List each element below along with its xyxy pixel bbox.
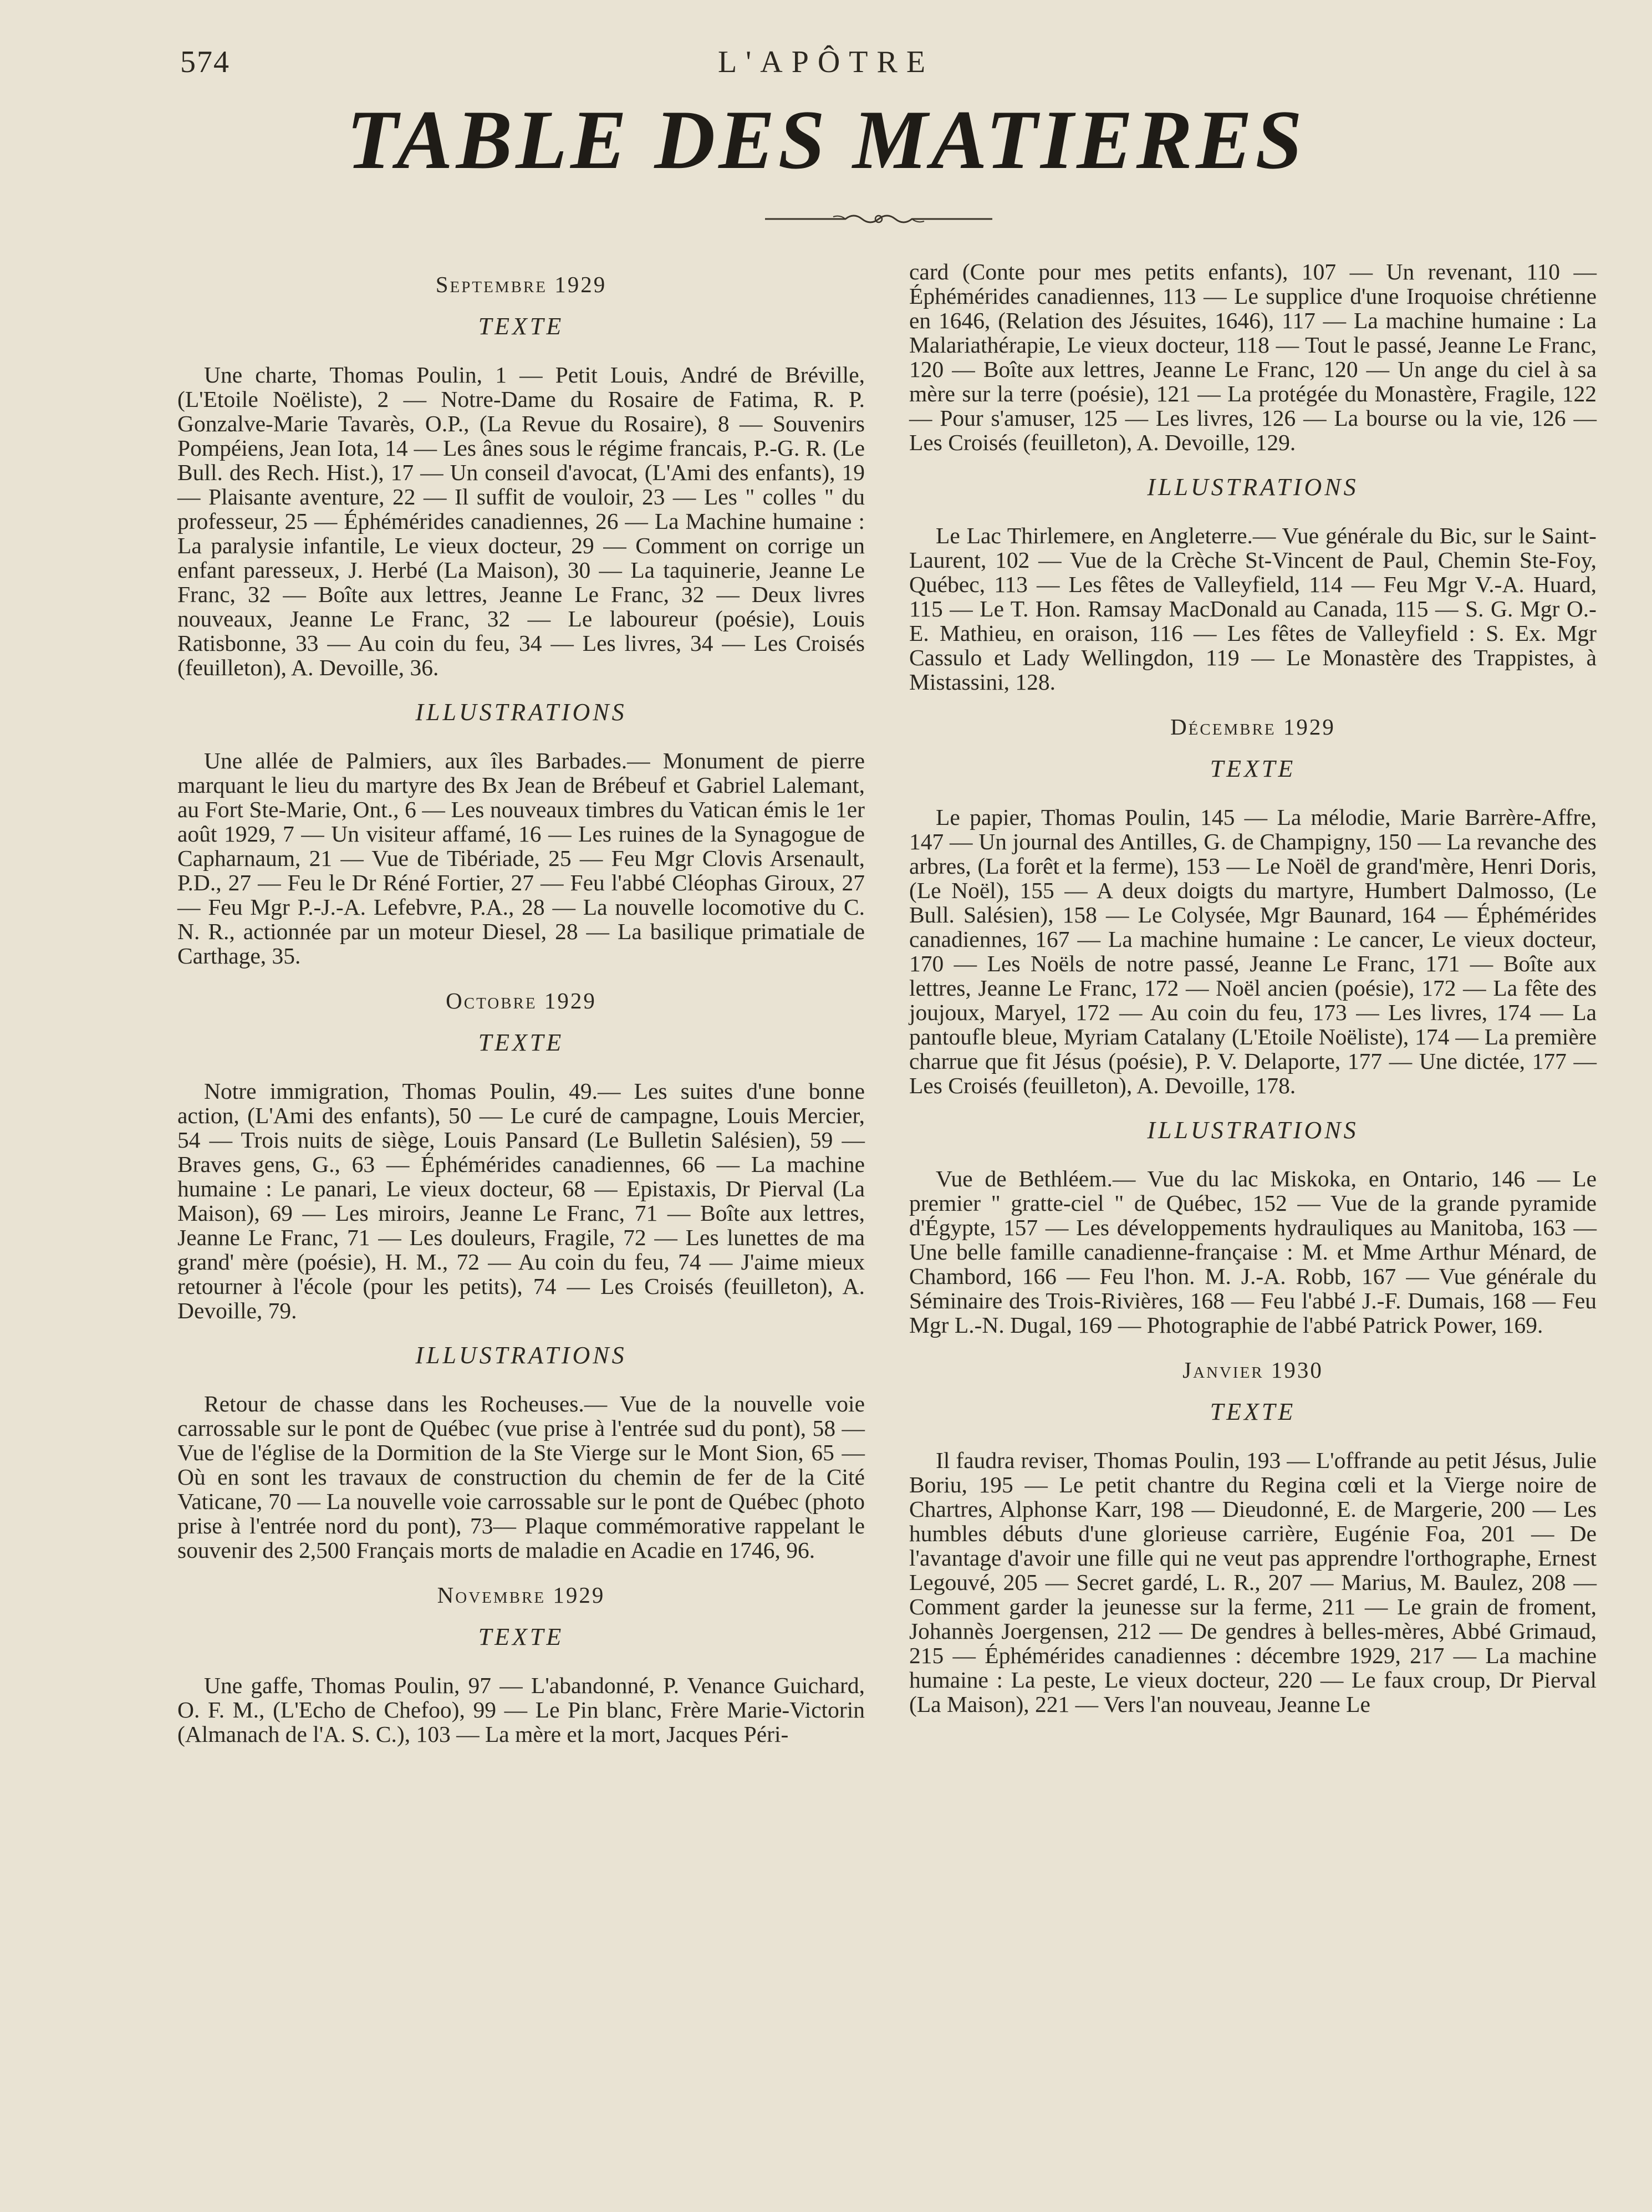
entries-paragraph: Notre immigration, Thomas Poulin, 49.— Les suites d'une bonne action, (L'Ami des enfants), 50 — Le curé de campagne, Louis Mercier, 54 — Trois nuits de siège, Louis Pansard (Le Bulletin Salésien), 59 — Braves gens, G., 63 — Éphémérides canadiennes, 66 — La machine humaine : Le panari, Le vieux docteur, 68 — Epistaxis, Dr Pierval (La Maison), 69 — Les miroirs, Jeanne Le Franc, 71 — Boîte aux lettres, Jeanne Le Franc, 71 — Les douleurs, Fragile, 72 — Les lunettes de ma grand' mère (poésie), H. M., 72 — Au coin du feu, 74 — J'aime mieux retourner à l'école (pour les petits), 74 — Les Croisés (feuilleton), A. Devoille, 79. [177,1078,865,1323]
entries-paragraph: Une gaffe, Thomas Poulin, 97 — L'abandonné, P. Venance Guichard, O. F. M., (L'Echo de Chefoo), 99 — Le Pin blanc, Frère Marie-Victorin (Almanach de l'A. S. C.), 103 — La mère et la mort, Jacques Péri- [177,1673,865,1747]
entries-paragraph: Le Lac Thirlemere, en Angleterre.— Vue générale du Bic, sur le Saint-Laurent, 102 — Vue de la Crèche St-Vincent de Paul, Chemin Ste-Foy, Québec, 113 — Les fêtes de Valleyfield, 114 — Feu Mgr V.-A. Huard, 115 — Le T. Hon. Ramsay MacDonald au Canada, 115 — S. G. Mgr O.-E. Mathieu, en oraison, 116 — Les fêtes de Valleyfield : S. Ex. Mgr Cassulo et Lady Wellingdon, 119 — Le Monastère des Trappistes, à Mistassini, 128. [909,523,1597,695]
month-heading-january: Janvier 1930 [1182,1357,1323,1383]
section-heading-illustrations: ILLUSTRATIONS [415,1342,627,1369]
section-heading-texte: TEXTE [1210,1398,1296,1425]
right-column [909,259,1597,1733]
page-title: TABLE DES MATIERES [346,93,1306,186]
section-heading-texte: TEXTE [478,1623,564,1650]
entries-paragraph: Une allée de Palmiers, aux îles Barbades.— Monument de pierre marquant le lieu du martyre des Bx Jean de Brébeuf et Gabriel Lalemant, au Fort Ste-Marie, Ont., 6 — Les nouveaux timbres du Vatican émis le 1er août 1929, 7 — Un visiteur affamé, 16 — Les ruines de la Synagogue de Capharnaum, 21 — Vue de Tibériade, 25 — Feu Mgr Clovis Arsenault, P.D., 27 — Feu le Dr Réné Fortier, 27 — Feu l'abbé Cléophas Giroux, 27 — Feu Mgr P.-J.-A. Lefebvre, P.A., 28 — La nouvelle locomotive du C. N. R., actionnée par un moteur Diesel, 28 — La basilique primatiale de Carthage, 35. [177,748,865,969]
entries-paragraph: Le papier, Thomas Poulin, 145 — La mélodie, Marie Barrère-Affre, 147 — Un journal des Antilles, G. de Champigny, 150 — La revanche des arbres, (La forêt et la ferme), 153 — Le Noël de grand'mère, Henri Doris, (Le Noël), 155 — A deux doigts du martyre, Humbert Dalmosso, (Le Bull. Salésien), 158 — Le Colysée, Mgr Baunard, 164 — Éphémérides canadiennes, 167 — La machine humaine : Le cancer, Le vieux docteur, 170 — Les Noëls de notre passé, Jeanne Le Franc, 171 — Boîte aux lettres, Jeanne Le Franc, 172 — Noël ancien (poésie), 172 — La fête des joujoux, Maryel, 172 — Au coin du feu, 173 — Les livres, 174 — La pantoufle bleue, Myriam Catalany (L'Etoile Noëliste), 174 — La première charrue que fit Jésus (poésie), P. V. Delaporte, 177 — Une dictée, 177 — Les Croisés (feuilleton), A. Devoille, 178. [909,804,1597,1098]
month-heading-september: Septembre 1929 [435,272,607,297]
section-heading-texte: TEXTE [478,313,564,340]
section-heading-illustrations: ILLUSTRATIONS [1147,1117,1359,1144]
entries-paragraph: Retour de chasse dans les Rocheuses.— Vue de la nouvelle voie carrossable sur le pont de Québec (vue prise à l'entrée sud du pont), 58 — Vue de l'église de la Dormition de la Ste Vierge sur le Mont Sion, 65 — Où en sont les travaux de construction du chemin de fer de la Cité Vaticane, 70 — La nouvelle voie carrossable sur le pont de Québec (photo prise à l'entrée nord du pont), 73— Plaque commémorative rappelant le souvenir des 2,500 Français morts de maladie en Acadie en 1746, 96. [177,1391,865,1563]
month-heading-november: Novembre 1929 [437,1582,605,1608]
month-heading-december: Décembre 1929 [1170,714,1335,740]
entries-paragraph: Vue de Bethléem.— Vue du lac Miskoka, en Ontario, 146 — Le premier " gratte-ciel " de Québec, 152 — Vue de la grande pyramide d'Égypte, 157 — Les développements hydrauliques au Manitoba, 163 — Une belle famille canadienne-française : M. et Mme Arthur Ménard, de Chambord, 166 — Feu l'hon. M. J.-A. Robb, 167 — Vue générale du Séminaire des Trois-Rivières, 168 — Feu l'abbé J.-F. Dumais, 168 — Feu Mgr L.-N. Dugal, 169 — Photographie de l'abbé Patrick Power, 169. [909,1166,1597,1338]
page-header [0,30,1652,86]
section-heading-texte: TEXTE [1210,755,1296,782]
entries-paragraph: Une charte, Thomas Poulin, 1 — Petit Louis, André de Bréville, (L'Etoile Noëliste), 2 — Notre-Dame du Rosaire de Fatima, R. P. Gonzalve-Marie Tavarès, O.P., (La Revue du Rosaire), 8 — Souvenirs Pompéiens, Jean Iota, 14 — Les ânes sous le régime francais, P.-G. R. (Le Bull. des Rech. Hist.), 17 — Un conseil d'avocat, (L'Ami des enfants), 19 — Plaisante aventure, 22 — Il suffit de vouloir, 23 — Les " colles " du professeur, 25 — Éphémérides canadiennes, 26 — La Machine humaine : La paralysie infantile, Le vieux docteur, 29 — Comment on corrige un enfant paresseux, J. Herbé (La Maison), 30 — La taquinerie, Jeanne Le Franc, 32 — Boîte aux lettres, Jeanne Le Franc, 32 — Deux livres nouveaux, Jeanne Le Franc, 32 — Le laboureur (poésie), Louis Ratisbonne, 33 — Au coin du feu, 34 — Les livres, 34 — Les Croisés (feuilleton), A. Devoille, 36. [177,362,865,680]
running-title: L'APÔTRE [717,45,935,79]
entries-paragraph-continued: card (Conte pour mes petits enfants), 107 — Un revenant, 110 — Éphémérides canadiennes, 113 — Le supplice d'une Iroquoise chrétienne en 1646, (Relation des Jésuites, 1646), 117 — La machine humaine : La Malariathérapie, Le vieux docteur, 118 — Tout le passé, Jeanne Le Franc, 120 — Boîte aux lettres, Jeanne Le Franc, 120 — Un ange du ciel à sa mère sur la terre (poésie), 121 — La protégée du Monastère, Fragile, 122 — Pour s'amuser, 125 — Les livres, 126 — La bourse ou la vie, 126 — Les Croisés (feuilleton), A. Devoille, 129. [909,259,1597,455]
page-number: 574 [180,45,230,79]
left-column [177,259,865,1763]
section-heading-illustrations: ILLUSTRATIONS [415,699,627,726]
entries-paragraph: Il faudra reviser, Thomas Poulin, 193 — L'offrande au petit Jésus, Julie Boriu, 195 — Le petit chantre du Regina cœli et la Vierge noire de Chartres, Alphonse Karr, 198 — Dieudonné, E. de Margerie, 200 — Les humbles débuts d'une glorieuse carrière, Eugénie Foa, 201 — De l'avantage d'avoir une fille qui ne veut pas apprendre l'orthographe, Ernest Legouvé, 205 — Secret gardé, L. R., 207 — Marius, M. Baulez, 208 — Comment garder la jeunesse sur la ferme, 211 — Le grain de froment, Johannès Joergensen, 212 — De gendres à belles-mères, Abbé Grimaud, 215 — Éphémérides canadiennes : décembre 1929, 217 — La machine humaine : La peste, Le vieux docteur, 220 — Le faux croup, Dr Pierval (La Maison), 221 — Vers l'an nouveau, Jeanne Le [909,1448,1597,1717]
section-heading-texte: TEXTE [478,1029,564,1056]
month-heading-october: Octobre 1929 [446,988,596,1013]
section-heading-illustrations: ILLUSTRATIONS [1147,473,1359,501]
ornament-divider [762,208,995,230]
